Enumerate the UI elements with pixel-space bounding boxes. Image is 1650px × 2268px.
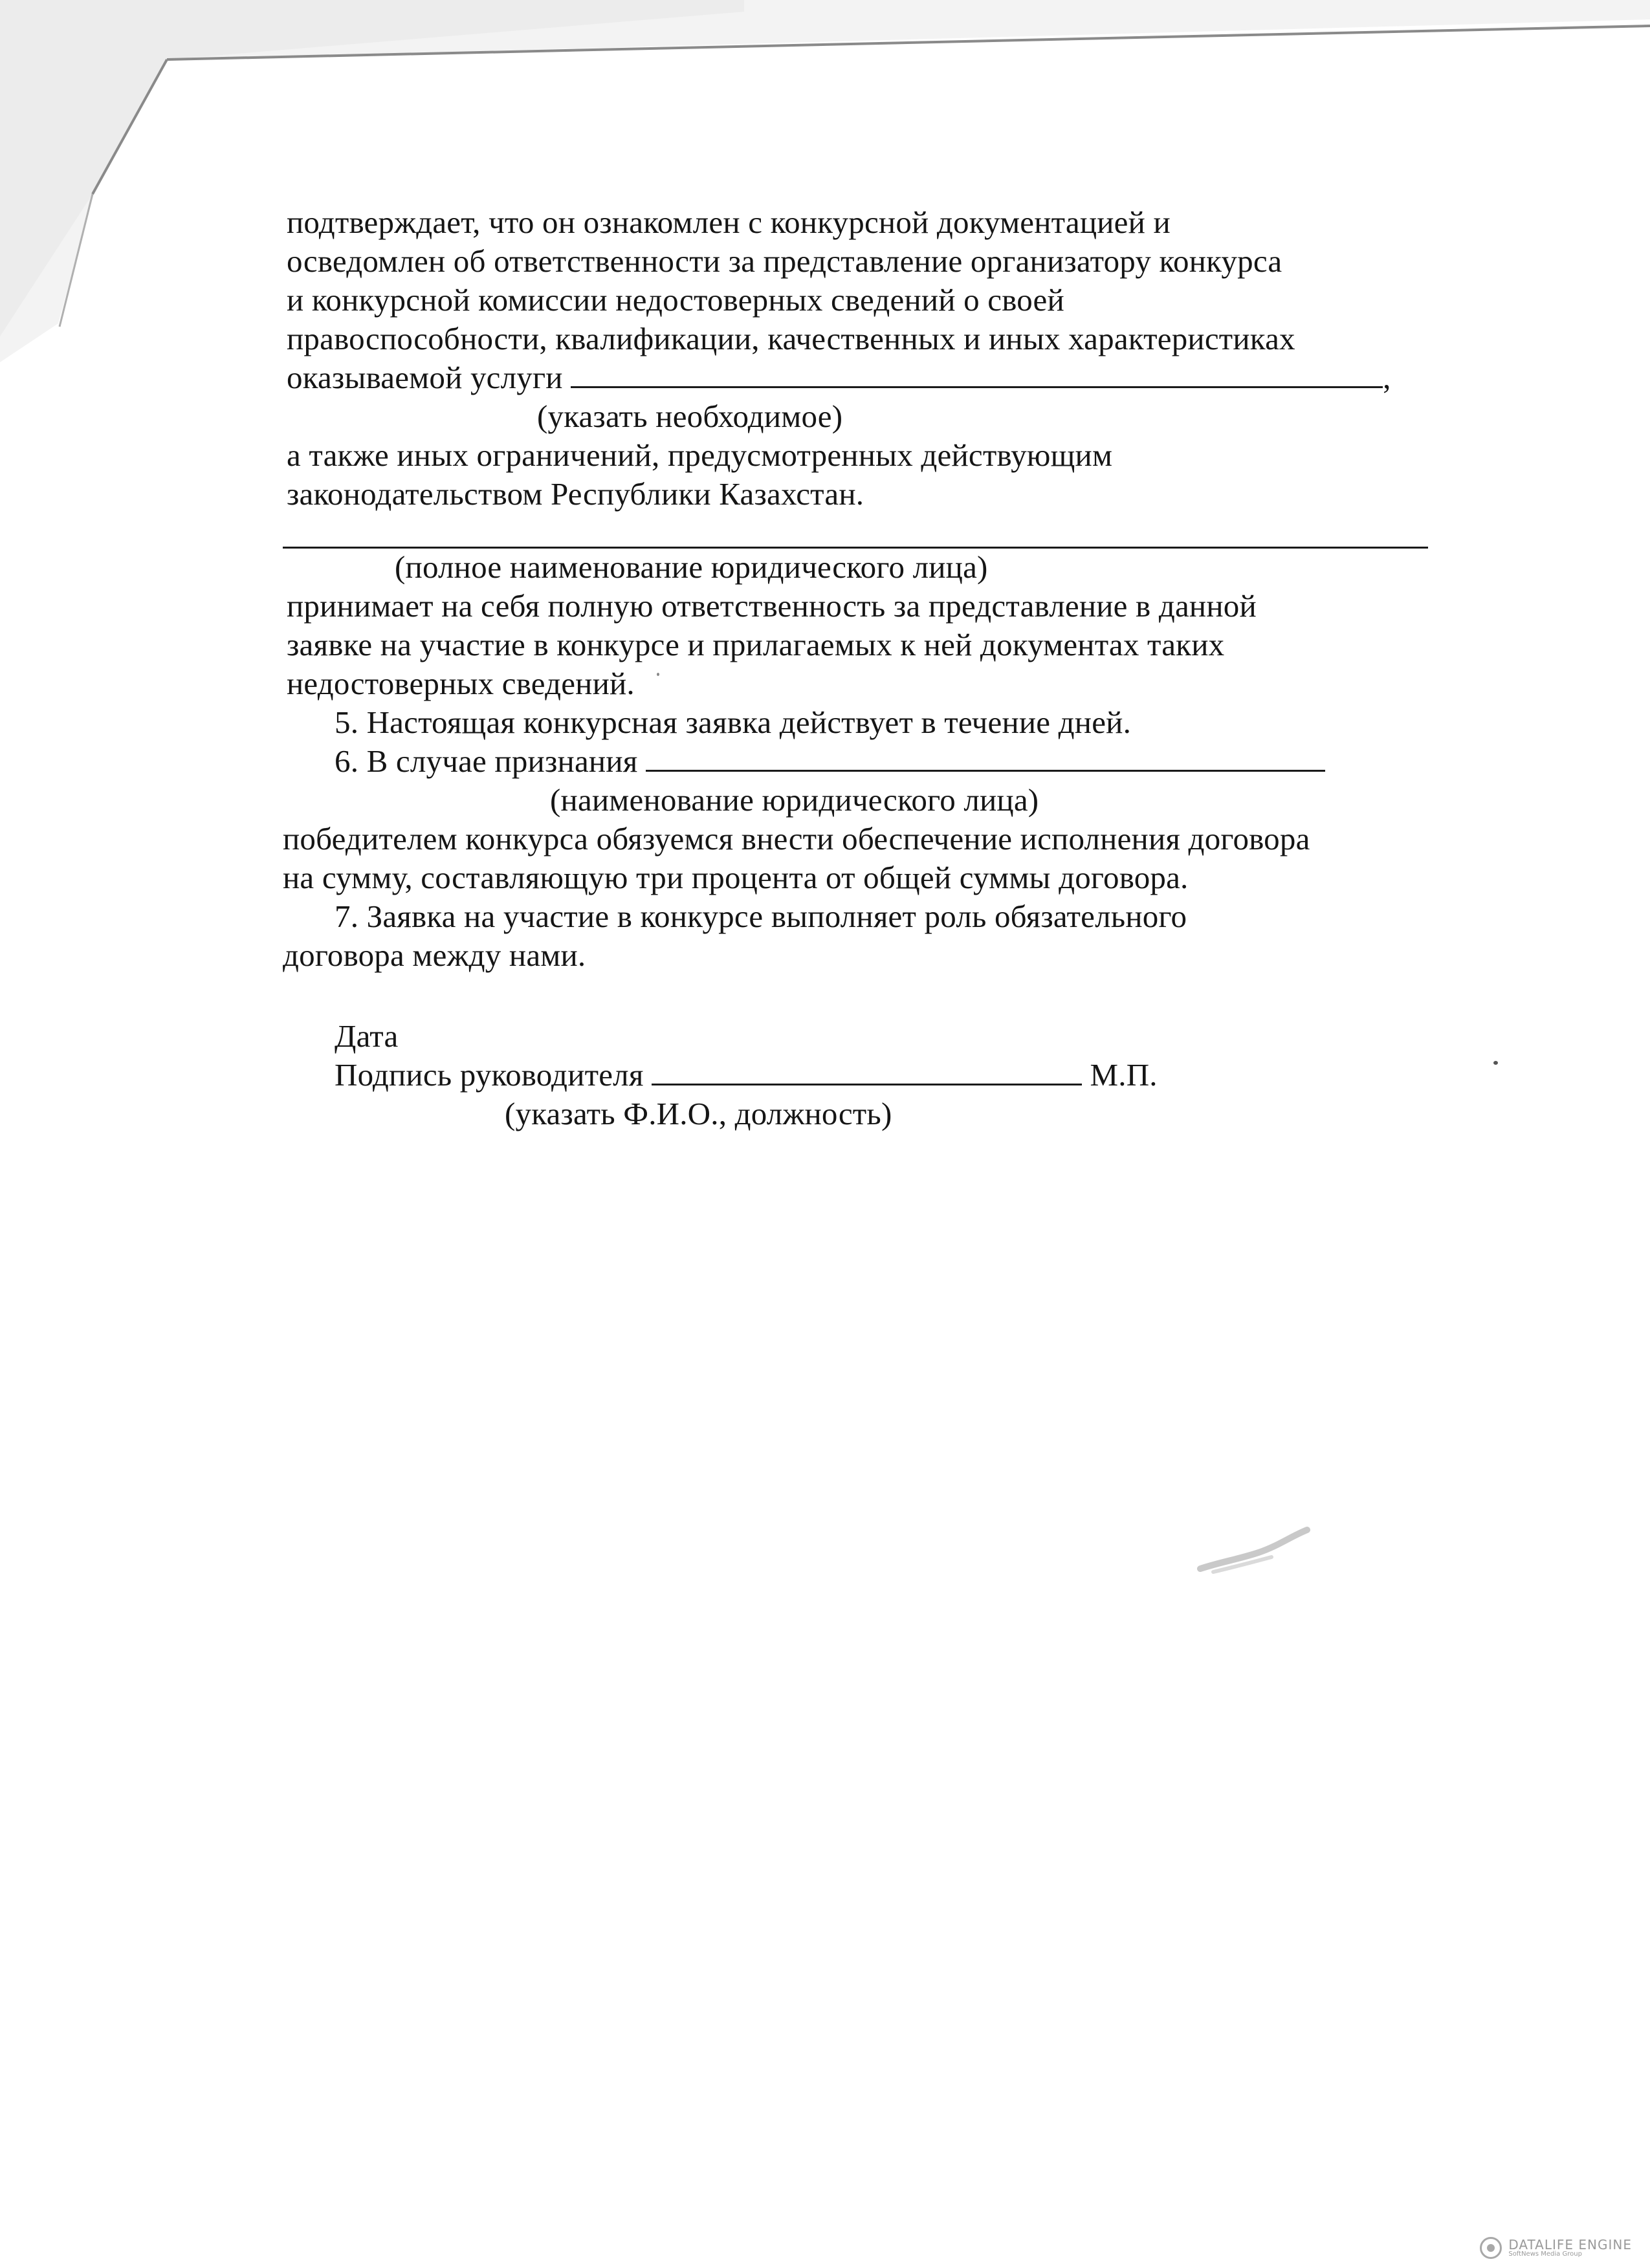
clause-6-label: 6. В случае признания [335, 743, 638, 779]
service-blank-field[interactable] [571, 360, 1383, 388]
signature-blank-field[interactable] [652, 1058, 1082, 1085]
body-line-3: и конкурсной комиссии недостоверных сведений о своей [287, 282, 1064, 318]
signature-line [335, 1056, 1158, 1094]
signature-label: Подпись руководителя [335, 1057, 644, 1093]
watermark-text [1508, 2238, 1632, 2258]
body-line-7: а также иных ограничений, предусмотренных действующим [287, 437, 1113, 473]
service-hint: (указать необходимое) [537, 398, 843, 434]
service-label: оказываемой услуги [287, 360, 563, 395]
watermark-line-1: DATALIFE ENGINE [1508, 2237, 1632, 2252]
clause-6-line [335, 743, 1325, 780]
clause-5: 5. Настоящая конкурсная заявка действует в течение дней. [335, 704, 1132, 740]
service-line [287, 359, 1391, 397]
body-line-12: недостоверных сведений. [287, 666, 635, 701]
body-line-8: законодательством Республики Казахстан. [287, 476, 864, 512]
body-line-2: осведомлен об ответственности за представление организатору конкурса [287, 243, 1282, 279]
stamp-label: М.П. [1090, 1057, 1158, 1093]
watermark-line-2: SoftNews Media Group [1508, 2251, 1582, 2258]
scan-speck [1493, 1061, 1498, 1065]
body-line-1: подтверждает, что он ознакомлен с конкурсной документацией и [287, 204, 1171, 240]
date-label: Дата [335, 1018, 399, 1054]
body-line-16: победителем конкурса обязуемся внести обеспечение исполнения договора [283, 821, 1310, 856]
service-comma: , [1383, 360, 1391, 395]
scan-speck [657, 673, 659, 676]
clause-7: 7. Заявка на участие в конкурсе выполняет роль обязательного [335, 899, 1187, 934]
datalife-engine-watermark [1480, 2237, 1632, 2259]
winner-name-hint: (наименование юридического лица) [550, 782, 1039, 818]
legal-entity-hint: (полное наименование юридического лица) [395, 549, 988, 585]
body-line-4: правоспособности, квалификации, качественных и иных характеристиках [287, 321, 1295, 356]
datalife-logo-icon [1480, 2237, 1502, 2259]
scan-smudge [1194, 1523, 1317, 1582]
body-line-11: заявке на участие в конкурсе и прилагаемых к ней документах таких [287, 627, 1225, 662]
signature-hint: (указать Ф.И.О., должность) [505, 1096, 892, 1131]
body-line-17: на сумму, составляющую три процента от общей суммы договора. [283, 860, 1189, 895]
winner-name-blank-field[interactable] [646, 744, 1325, 772]
body-line-19: договора между нами. [283, 937, 586, 973]
body-line-10: принимает на себя полную ответственность за представление в данной [287, 588, 1257, 624]
